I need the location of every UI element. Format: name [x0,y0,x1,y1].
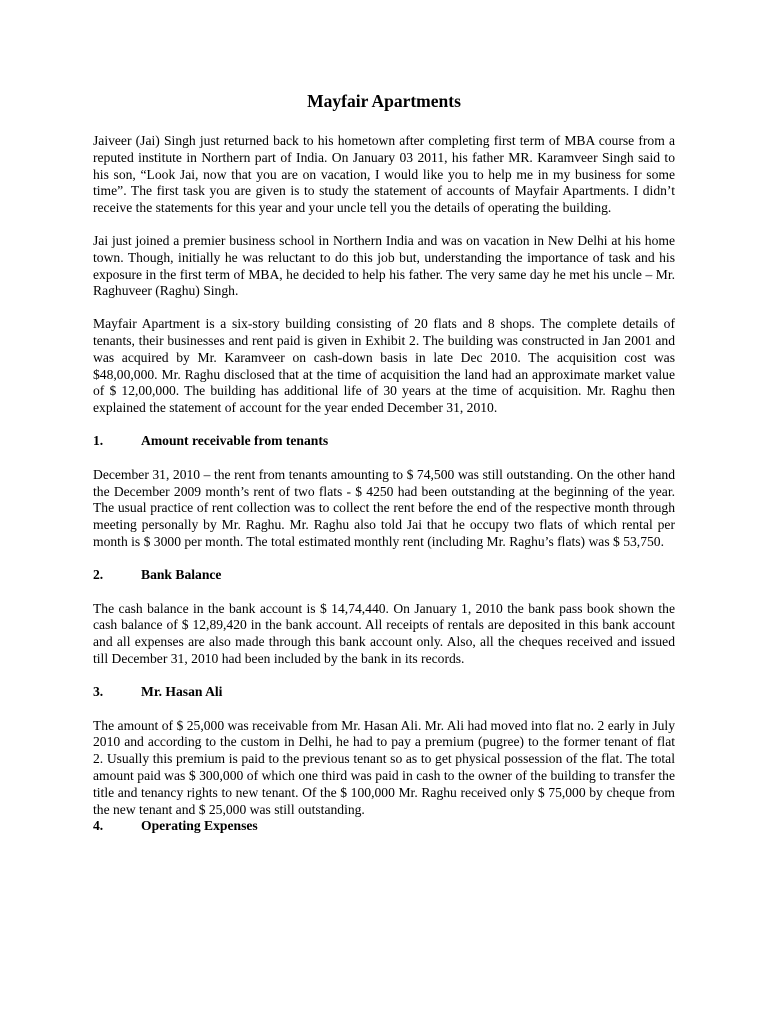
section-paragraph-2: The cash balance in the bank account is $ 14,74,440. On January 1, 2010 the bank pass book shown the cash balance of $ 12,89,420 in the bank account. All receipts of rentals are deposited in this bank account and all expenses are also made through this bank account only. Also, all the cheques received and issued till December 31, 2010 had been included by the bank in its records. [93,600,675,666]
intro-paragraph-2: Jai just joined a premier business school in Northern India and was on vacation in New Delhi at his home town. Though, initially he was reluctant to do this job but, understanding the importance of task and his exposure in the first term of MBA, he decided to help his father. The very same day he met his uncle – Mr. Raghuveer (Raghu) Singh. [93,232,675,299]
section-heading-1 [93,433,675,450]
section-title: Mr. Hasan Ali [141,683,223,699]
section-paragraph-3: The amount of $ 25,000 was receivable from Mr. Hasan Ali. Mr. Ali had moved into flat no. 2 early in July 2010 and according to the custom in Delhi, he had to pay a premium (pugree) to the former tenant of flat 2. Usually this premium is paid to the previous tenant so as to get physical possession of the flat. The total amount paid was $ 300,000 of which one third was paid in cash to the owner of the building to transfer the title and tenancy rights to new tenant. Of the $ 100,000 Mr. Raghu received only $ 75,000 by cheque from the new tenant and $ 25,000 was still outstanding. [93,717,675,817]
section-number: 1. [93,432,104,448]
document-page [93,85,675,852]
section-title: Operating Expenses [141,818,258,834]
section-heading-2 [93,567,675,584]
intro-paragraph-3: Mayfair Apartment is a six-story building consisting of 20 flats and 8 shops. The complete details of tenants, their businesses and rent paid is given in Exhibit 2. The building was constructed in Jan 2001 and was acquired by Mr. Karamveer on cash-down basis in late Dec 2010. The acquisition cost was $48,00,000. Mr. Raghu disclosed that at the time of acquisition the land had an approximate market value of $ 12,00,000. The building has additional life of 30 years at the time of acquisition. Mr. Raghu then explained the statement of account for the year ended December 31, 2010. [93,316,675,416]
section-title: Bank Balance [141,566,222,582]
intro-paragraph-1: Jaiveer (Jai) Singh just returned back to his hometown after completing first term of MBA course from a reputed institute in Northern part of India. On January 03 2011, his father MR. Karamveer Singh said to his son, “Look Jai, now that you are on vacation, I would like you to help me in my business for some time”. The first task you are given is to study the statement of accounts of Mayfair Apartments. I didn’t receive the statements for this year and your uncle tell you the details of operating the building. [93,133,675,216]
section-heading-3 [93,684,675,701]
section-number: 3. [93,683,104,699]
section-paragraph-1: December 31, 2010 – the rent from tenants amounting to $ 74,500 was still outstanding. On the other hand the December 2009 month’s rent of two flats - $ 4250 had been outstanding at the beginning of the year. The usual practice of rent collection was to collect the rent before the end of the respective month through meeting personally by Mr. Raghu. Mr. Raghu also told Jai that he occupy two flats of which rental per month is $ 3000 per month. The total estimated monthly rent (including Mr. Raghu’s flats) was $ 53,750. [93,466,675,549]
document-title: Mayfair Apartments [307,91,461,111]
section-number: 2. [93,566,104,582]
section-heading-4 [93,818,675,835]
section-number: 4. [93,818,104,834]
section-title: Amount receivable from tenants [141,432,329,448]
